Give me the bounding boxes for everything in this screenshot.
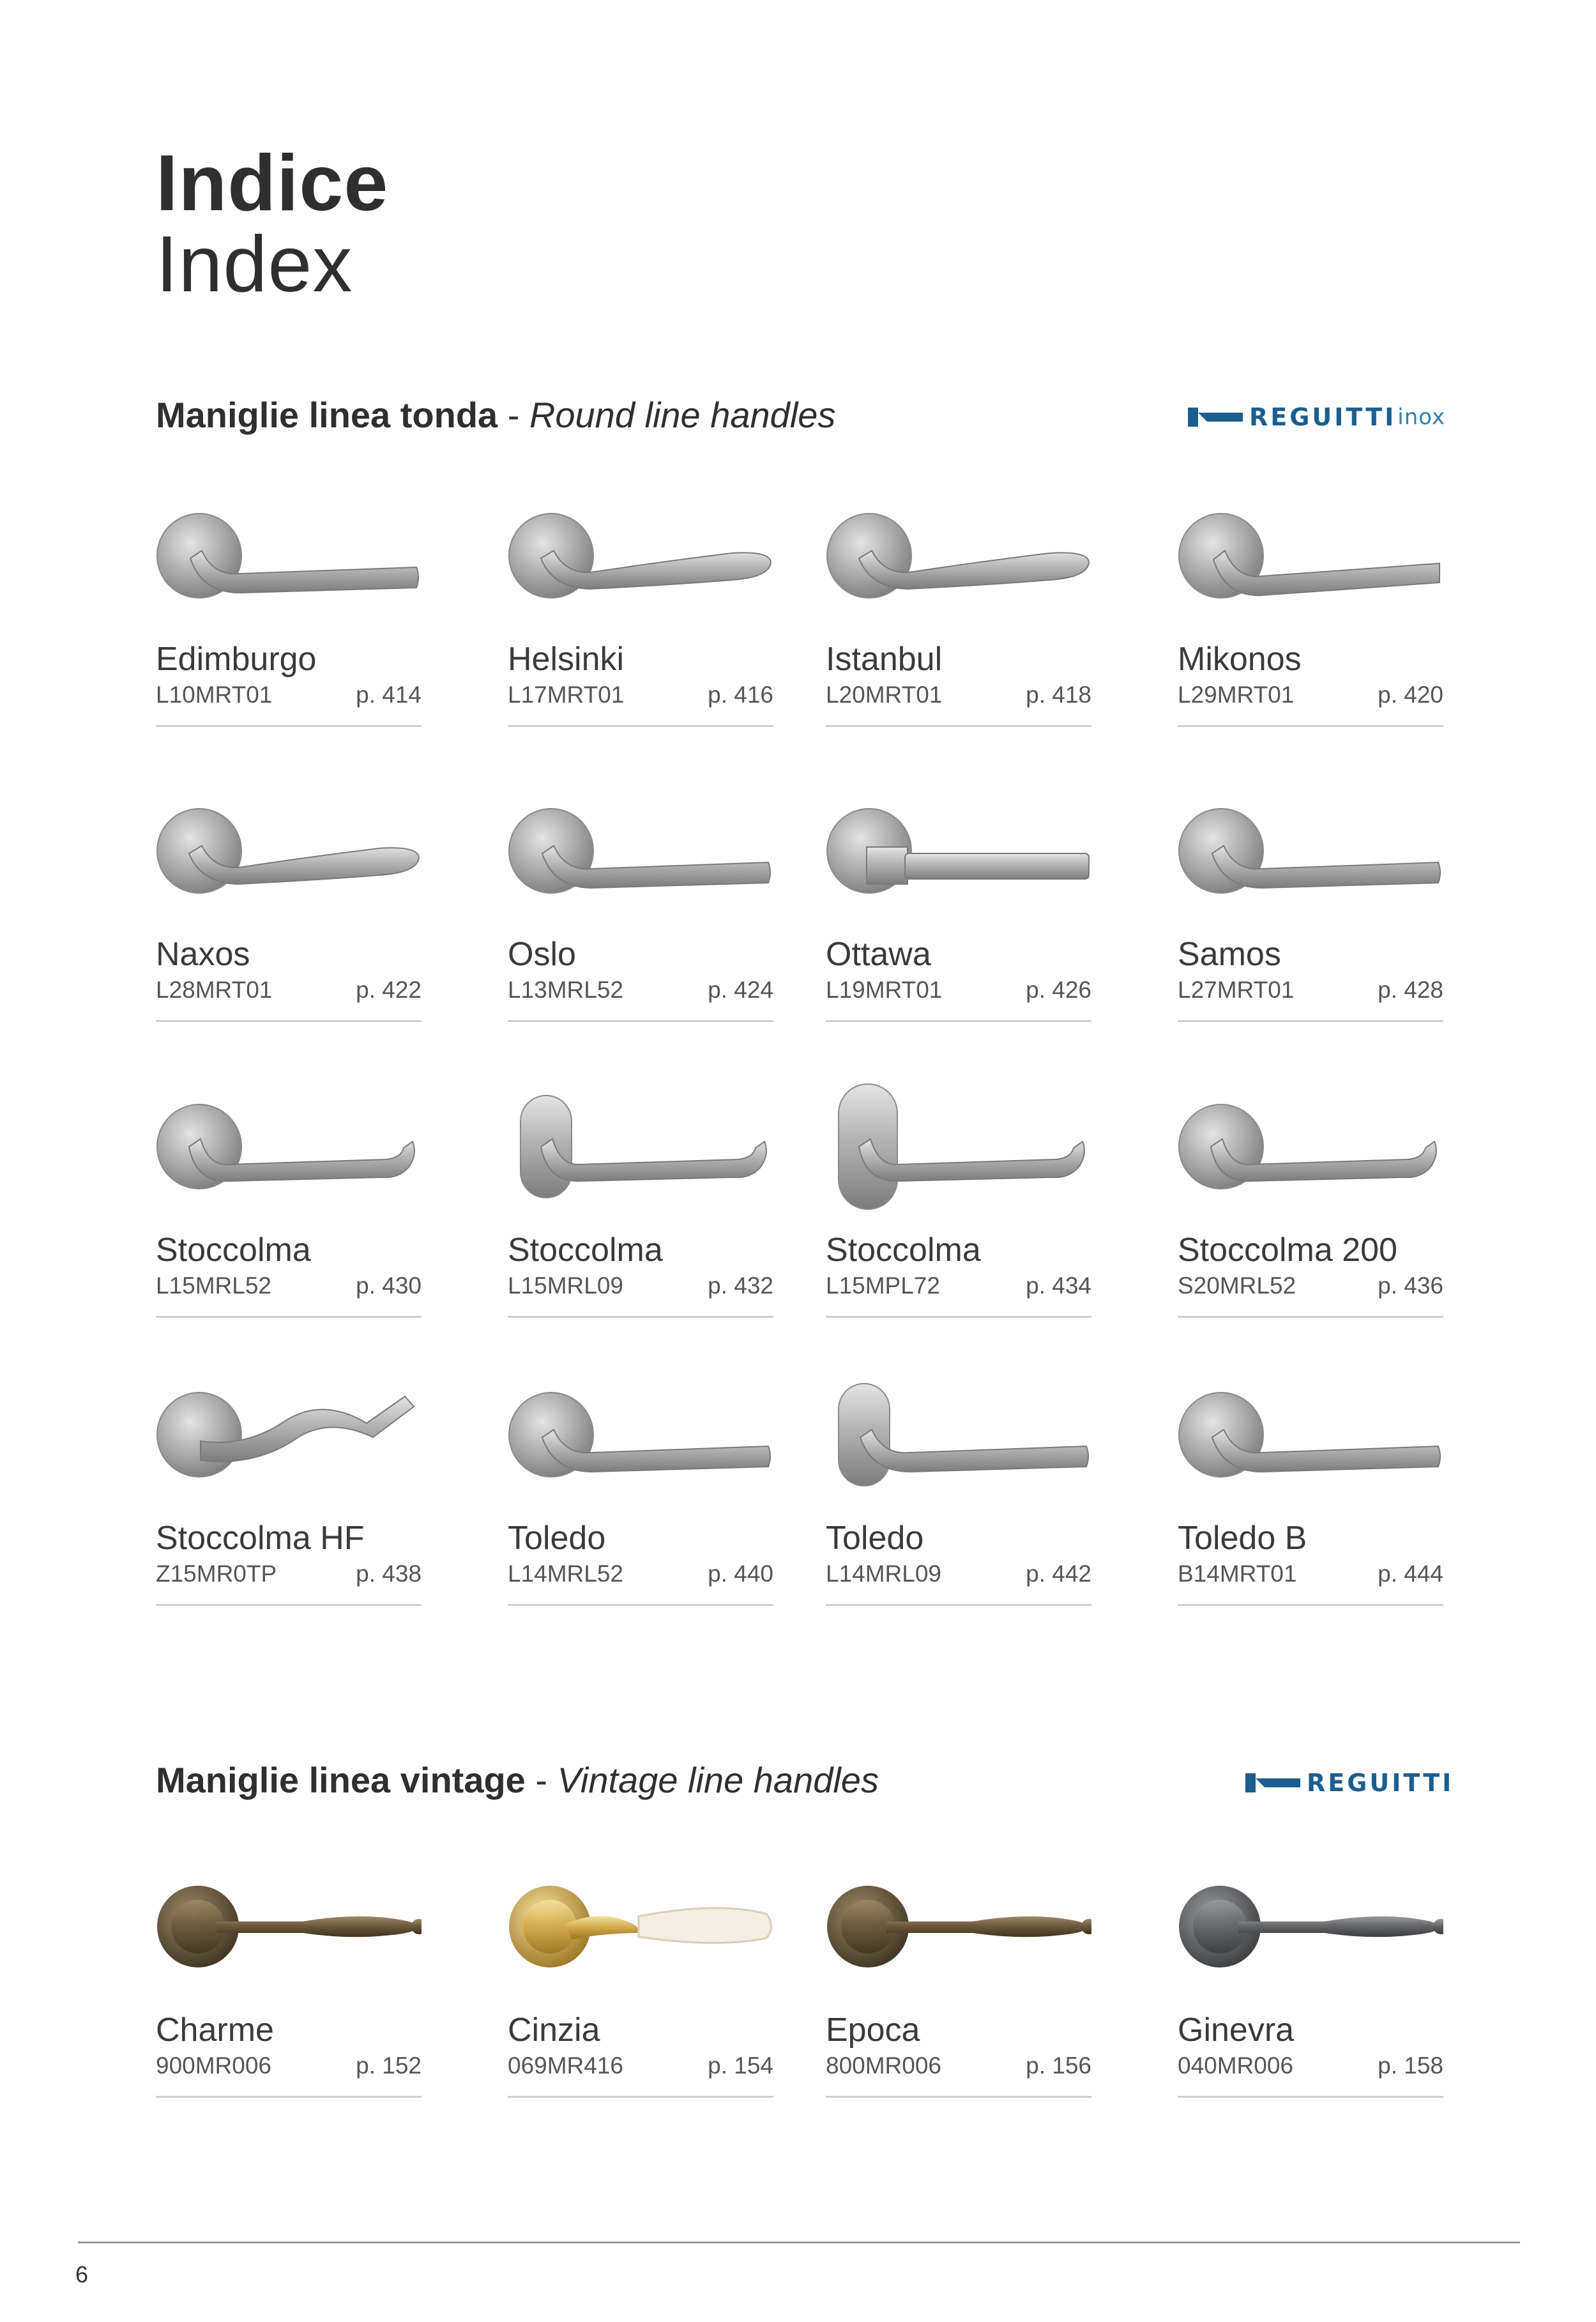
rosette-lever-square-icon: [826, 787, 1091, 915]
product-code: 800MR006: [826, 2052, 942, 2079]
product-code: L19MRT01: [826, 977, 943, 1003]
product-name: Charme: [156, 2012, 274, 2049]
product-code: L10MRT01: [156, 682, 273, 708]
product-card: [826, 1863, 1091, 2098]
product-card: [826, 787, 1091, 1022]
product-page-ref: p. 436: [1378, 1272, 1443, 1299]
product-code: L29MRT01: [1178, 682, 1295, 708]
product-page-ref: p. 420: [1378, 682, 1443, 708]
rosette-lever-curved-icon: [508, 492, 773, 620]
product-card: [156, 492, 422, 727]
product-code: 040MR006: [1178, 2052, 1294, 2079]
product-divider: [826, 2096, 1091, 2098]
section-title-bold: Maniglie linea tonda: [156, 395, 498, 435]
section-title-vintage: [156, 1762, 879, 1798]
product-page-ref: p. 430: [356, 1272, 422, 1299]
product-name: Cinzia: [508, 2012, 600, 2049]
product-divider: [156, 1020, 422, 1022]
footer-divider: [78, 2242, 1520, 2243]
product-meta: [508, 1561, 773, 1587]
product-name: Stoccolma: [826, 1232, 981, 1269]
product-divider: [508, 1316, 773, 1318]
rosette-lever-straight-icon: [156, 492, 422, 620]
product-name: Istanbul: [826, 641, 943, 678]
product-card: [156, 1083, 422, 1318]
product-meta: [1178, 682, 1443, 708]
product-page-ref: p. 152: [356, 2052, 422, 2079]
product-code: Z15MR0TP: [156, 1561, 277, 1587]
product-code: L15MPL72: [826, 1272, 940, 1299]
product-page-ref: p. 440: [708, 1561, 773, 1587]
product-divider: [826, 1020, 1091, 1022]
brand-logo-reguitti-inox: [1188, 403, 1445, 431]
product-code: 900MR006: [156, 2052, 272, 2079]
product-page-ref: p. 424: [708, 977, 773, 1003]
page-title: Indice: [156, 139, 389, 227]
product-name: Edimburgo: [156, 641, 317, 678]
product-name: Toledo: [508, 1520, 606, 1557]
rosette-lever-wave-icon: [156, 1371, 422, 1499]
product-page-ref: p. 422: [356, 977, 422, 1003]
product-page-ref: p. 426: [1026, 977, 1091, 1003]
product-page-ref: p. 414: [356, 682, 422, 708]
product-divider: [1178, 1316, 1443, 1318]
reguitti-mark-icon: [1245, 1773, 1300, 1792]
product-meta: [1178, 1561, 1443, 1587]
product-card: [156, 1863, 422, 2098]
product-card: [826, 492, 1091, 727]
brand-suffix: inox: [1397, 404, 1446, 430]
product-divider: [826, 1604, 1091, 1606]
brand-word: REGUITTI: [1249, 403, 1397, 431]
product-page-ref: p. 428: [1378, 977, 1443, 1003]
product-meta: [826, 1561, 1091, 1587]
product-page-ref: p. 156: [1026, 2052, 1091, 2079]
section-title-separator: -: [498, 395, 529, 435]
section-title-round: [156, 397, 835, 433]
rosette-lever-straight-icon: [1178, 1371, 1443, 1499]
oval-rose-lever-straight-icon: [826, 1371, 1091, 1499]
product-divider: [1178, 725, 1443, 727]
product-divider: [156, 725, 422, 727]
product-meta: [1178, 1273, 1443, 1299]
product-code: L15MRL09: [508, 1272, 624, 1299]
product-divider: [1178, 2096, 1443, 2098]
product-name: Stoccolma: [508, 1232, 663, 1269]
product-meta: [826, 977, 1091, 1004]
product-card: [1178, 1863, 1443, 2098]
oval-rose-lever-u-icon: [508, 1083, 773, 1211]
vintage-lever-bronze-icon: [156, 1863, 422, 1990]
section-title-italic: Vintage line handles: [557, 1760, 879, 1800]
product-meta: [156, 2053, 422, 2079]
section-title-italic: Round line handles: [529, 395, 836, 435]
product-divider: [156, 2096, 422, 2098]
product-page-ref: p. 434: [1026, 1272, 1091, 1299]
product-meta: [508, 1273, 773, 1299]
product-card: [1178, 492, 1443, 727]
product-meta: [826, 682, 1091, 708]
rosette-lever-straight-icon: [508, 787, 773, 915]
vintage-lever-bronze-icon: [826, 1863, 1091, 1990]
product-meta: [508, 977, 773, 1004]
rosette-lever-straight-icon: [1178, 787, 1443, 915]
product-name: Mikonos: [1178, 641, 1302, 678]
rosette-lever-tapered-icon: [156, 787, 422, 915]
product-code: B14MRT01: [1178, 1561, 1297, 1587]
product-code: L20MRT01: [826, 682, 943, 708]
brand-word: REGUITTI: [1307, 1769, 1454, 1797]
product-divider: [826, 725, 1091, 727]
product-code: L14MRL52: [508, 1561, 624, 1587]
product-name: Stoccolma HF: [156, 1520, 365, 1557]
product-name: Naxos: [156, 936, 250, 973]
product-divider: [1178, 1604, 1443, 1606]
product-code: L28MRT01: [156, 977, 273, 1003]
reguitti-mark-icon: [1188, 408, 1243, 427]
product-meta: [826, 1273, 1091, 1299]
product-card: [508, 1083, 773, 1318]
product-page-ref: p. 444: [1378, 1561, 1443, 1587]
product-name: Ginevra: [1178, 2012, 1295, 2049]
product-divider: [508, 1020, 773, 1022]
rosette-lever-straight-icon: [508, 1371, 773, 1499]
vintage-lever-brass-porcelain-icon: [508, 1863, 773, 1990]
product-code: L27MRT01: [1178, 977, 1295, 1003]
product-card: [156, 1371, 422, 1606]
product-meta: [826, 2053, 1091, 2079]
product-divider: [508, 1604, 773, 1606]
product-name: Epoca: [826, 2012, 920, 2049]
product-card: [156, 787, 422, 1022]
product-page-ref: p. 438: [356, 1561, 422, 1587]
product-name: Toledo B: [1178, 1520, 1307, 1557]
product-page-ref: p. 442: [1026, 1561, 1091, 1587]
product-code: S20MRL52: [1178, 1272, 1296, 1299]
product-code: L15MRL52: [156, 1272, 272, 1299]
product-name: Toledo: [826, 1520, 924, 1557]
product-name: Stoccolma 200: [1178, 1232, 1397, 1269]
product-name: Oslo: [508, 936, 576, 973]
page-number: 6: [75, 2261, 89, 2288]
product-card: [826, 1371, 1091, 1606]
product-card: [826, 1083, 1091, 1318]
product-divider: [1178, 1020, 1443, 1022]
backplate-lever-u-icon: [826, 1083, 1091, 1211]
product-divider: [826, 1316, 1091, 1318]
product-name: Samos: [1178, 936, 1281, 973]
product-meta: [156, 682, 422, 708]
product-page-ref: p. 416: [708, 682, 773, 708]
rosette-lever-u-icon: [1178, 1083, 1443, 1211]
product-card: [1178, 787, 1443, 1022]
product-meta: [1178, 2053, 1443, 2079]
product-code: 069MR416: [508, 2052, 624, 2079]
product-meta: [508, 2053, 773, 2079]
product-card: [1178, 1371, 1443, 1606]
product-divider: [156, 1604, 422, 1606]
product-card: [508, 1863, 773, 2098]
product-card: [1178, 1083, 1443, 1318]
vintage-lever-iron-icon: [1178, 1863, 1443, 1990]
product-page-ref: p. 432: [708, 1272, 773, 1299]
product-card: [508, 492, 773, 727]
product-name: Stoccolma: [156, 1232, 311, 1269]
product-page-ref: p. 418: [1026, 682, 1091, 708]
product-divider: [156, 1316, 422, 1318]
product-meta: [156, 977, 422, 1004]
product-divider: [508, 725, 773, 727]
product-page-ref: p. 154: [708, 2052, 773, 2079]
product-card: [508, 787, 773, 1022]
product-code: L13MRL52: [508, 977, 624, 1003]
product-name: Ottawa: [826, 936, 931, 973]
rosette-lever-slim-icon: [1178, 492, 1443, 620]
product-card: [508, 1371, 773, 1606]
product-meta: [508, 682, 773, 708]
section-title-separator: -: [525, 1760, 558, 1800]
rosette-lever-u-icon: [156, 1083, 422, 1211]
product-code: L14MRL09: [826, 1561, 942, 1587]
brand-logo-reguitti: [1245, 1769, 1454, 1797]
rosette-lever-tapered-icon: [826, 492, 1091, 620]
product-meta: [1178, 977, 1443, 1004]
product-code: L17MRT01: [508, 682, 625, 708]
product-meta: [156, 1273, 422, 1299]
product-divider: [508, 2096, 773, 2098]
product-meta: [156, 1561, 422, 1587]
product-page-ref: p. 158: [1378, 2052, 1443, 2079]
page-subtitle: Index: [156, 220, 353, 309]
section-title-bold: Maniglie linea vintage: [156, 1760, 526, 1800]
product-name: Helsinki: [508, 641, 625, 678]
